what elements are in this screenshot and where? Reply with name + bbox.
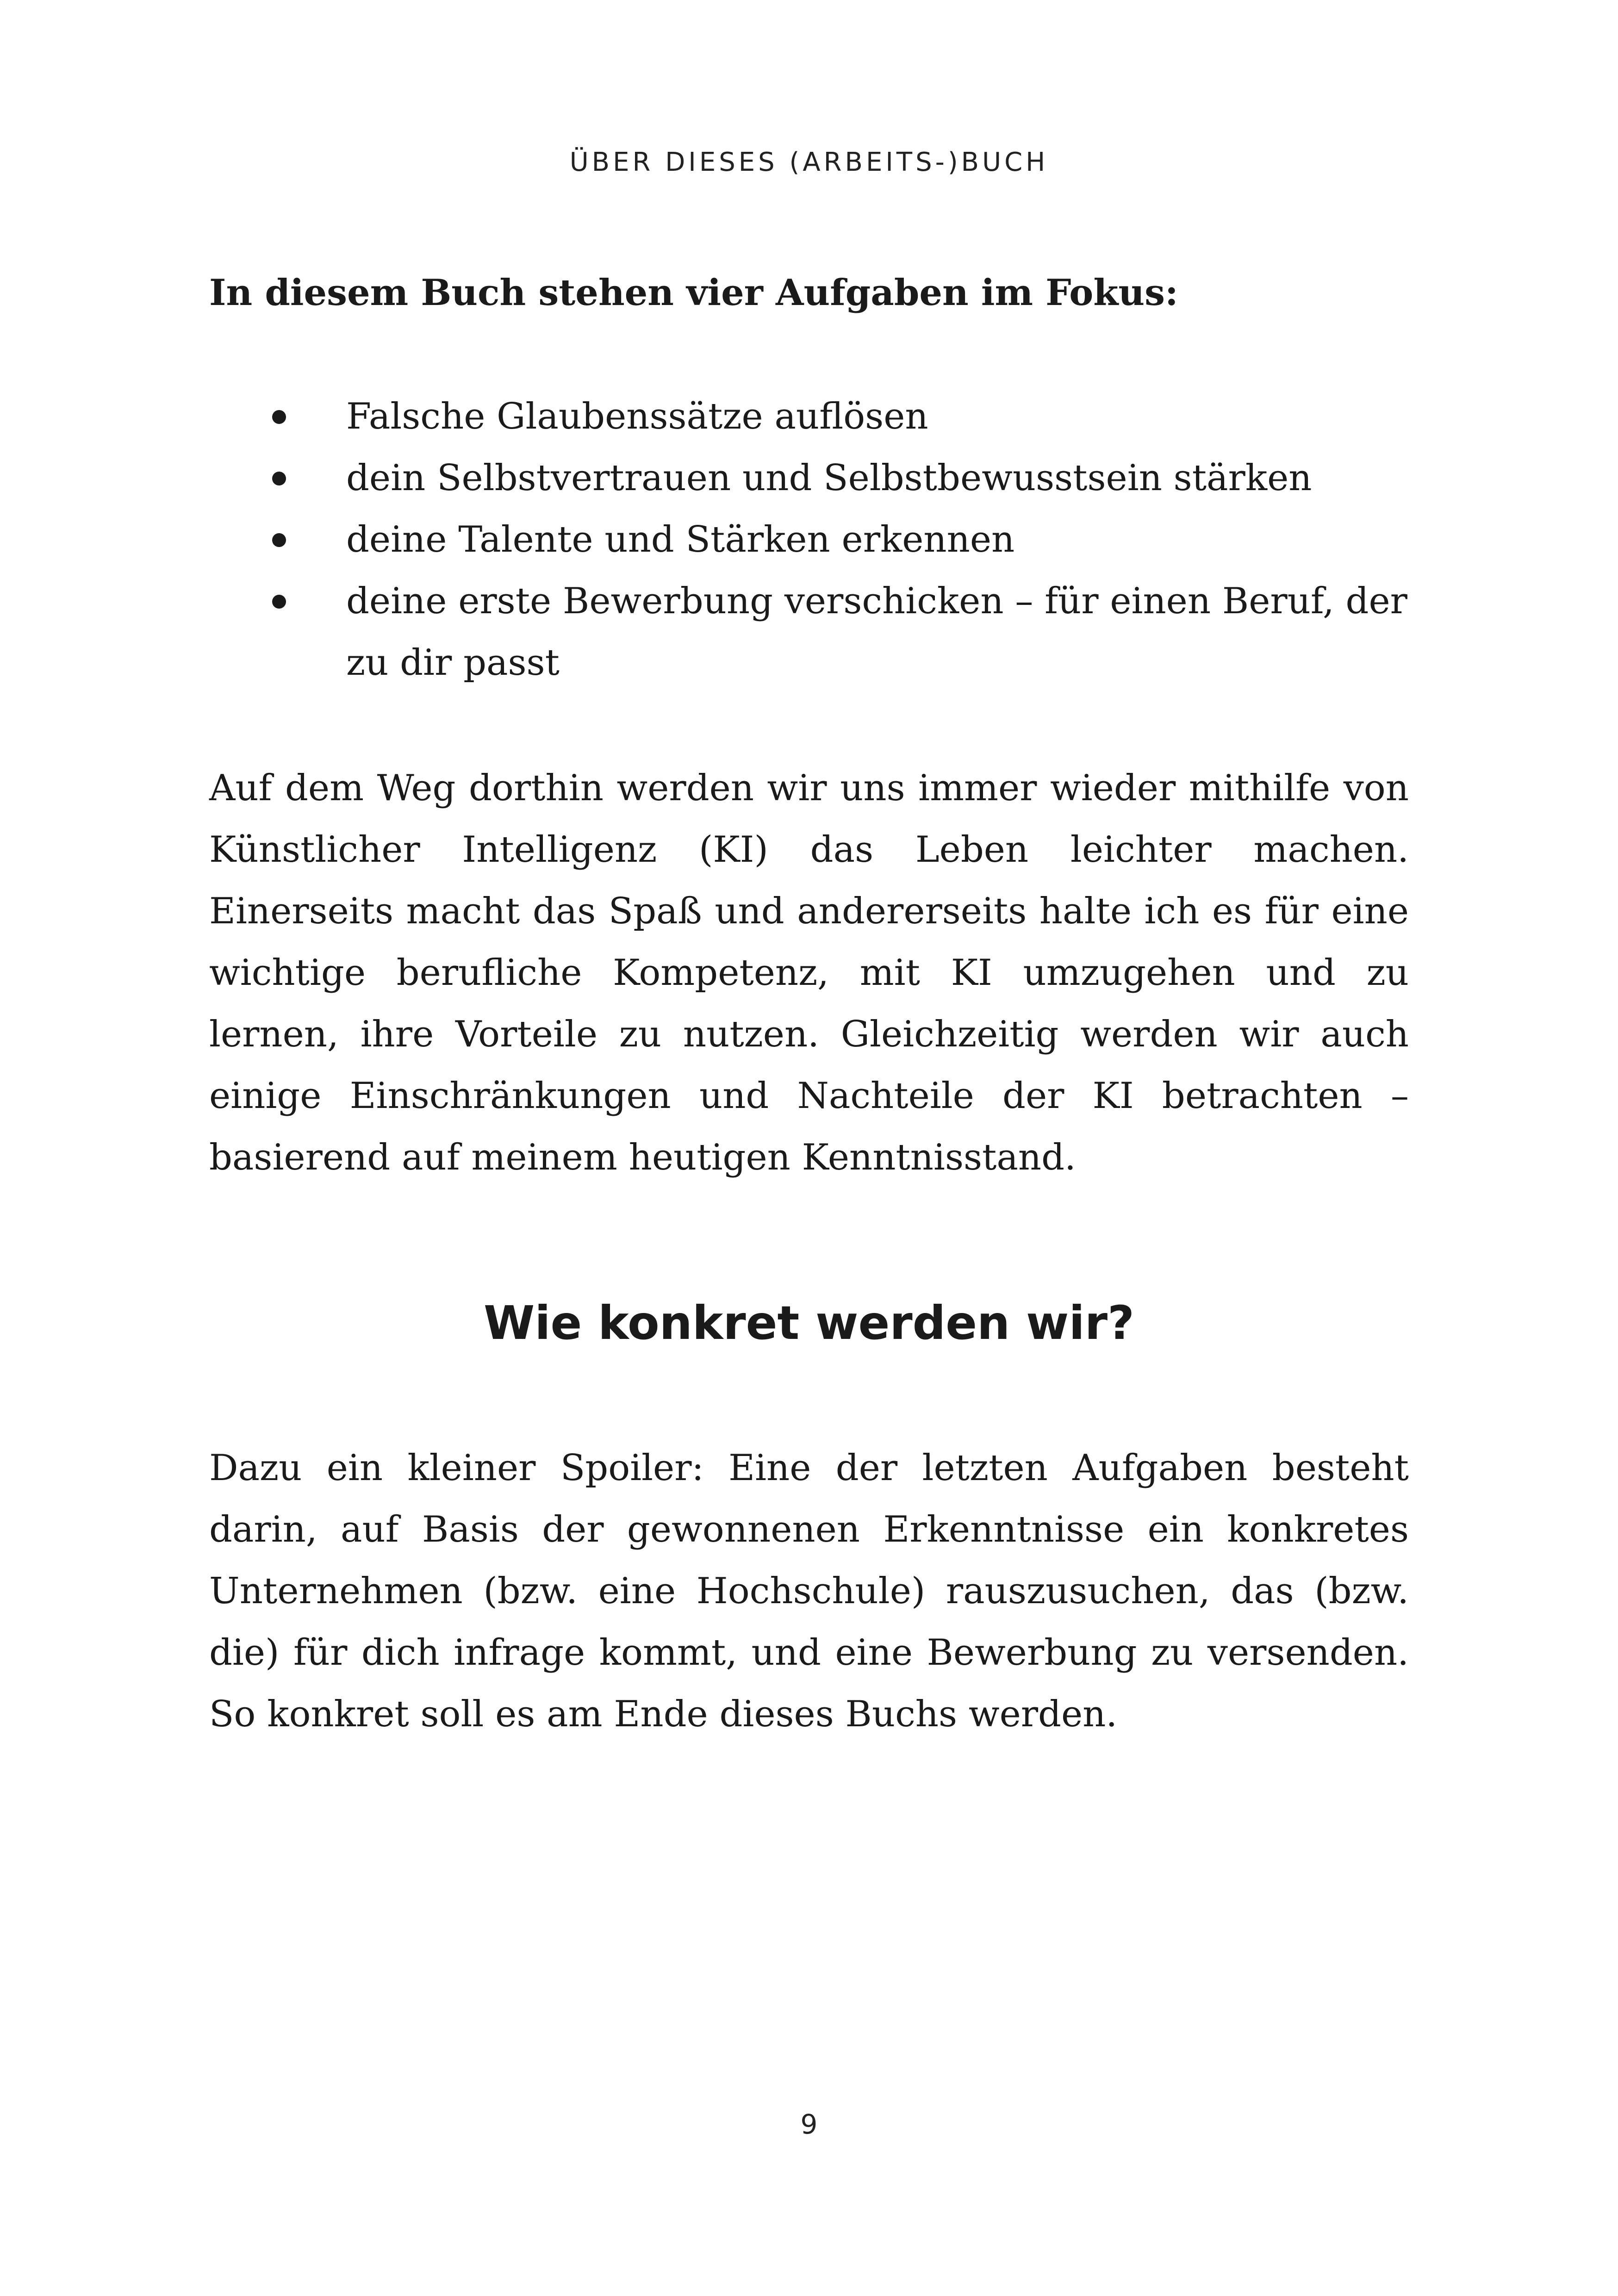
bullet-icon <box>272 533 286 547</box>
list-item <box>272 386 1411 448</box>
list-item-text: Falsche Glaubenssätze auflösen <box>346 396 928 437</box>
list-item-text: deine erste Bewerbung verschicken – für einen Beruf, der zu dir passt <box>346 580 1407 684</box>
list-item-text: deine Talente und Stärken erkennen <box>346 519 1015 560</box>
list-item <box>272 509 1411 571</box>
bullet-icon <box>272 472 286 485</box>
running-header: ÜBER DIESES (ARBEITS-)BUCH <box>569 147 1049 177</box>
task-list <box>272 386 1411 694</box>
section-heading: Wie konkret werden wir? <box>483 1296 1135 1350</box>
bullet-icon <box>272 410 286 424</box>
bullet-icon <box>272 595 286 609</box>
intro-heading: In diesem Buch stehen vier Aufgaben im Fokus: <box>209 272 1178 314</box>
page-number: 9 <box>800 2109 818 2140</box>
list-item <box>272 571 1411 694</box>
paragraph-spoiler: Dazu ein kleiner Spoiler: Eine der letzten Aufgaben besteht darin, auf Basis der gewonnenen Erkenntnisse ein konkretes Unternehmen (bzw. eine Hochschule) rauszusuchen, das (bzw. die) für dich infrage kommt, und eine Bewerbung zu versenden. So konkret soll es am Ende dieses Buchs werden. <box>209 1447 1409 1735</box>
list-item <box>272 448 1411 509</box>
list-item-text: dein Selbstvertrauen und Selbstbewusstsein stärken <box>346 457 1312 499</box>
paragraph-ki: Auf dem Weg dorthin werden wir uns immer wieder mithilfe von Künstlicher Intelligenz (KI) das Leben leichter machen. Einerseits macht das Spaß und andererseits halte ich es für eine wichtige berufliche Kompetenz, mit KI umzugehen und zu lernen, ihre Vorteile zu nutzen. Gleichzeitig werden wir auch einige Einschränkungen und Nachteile der KI betrachten – basierend auf meinem heutigen Kenntnisstand. <box>209 767 1409 1178</box>
